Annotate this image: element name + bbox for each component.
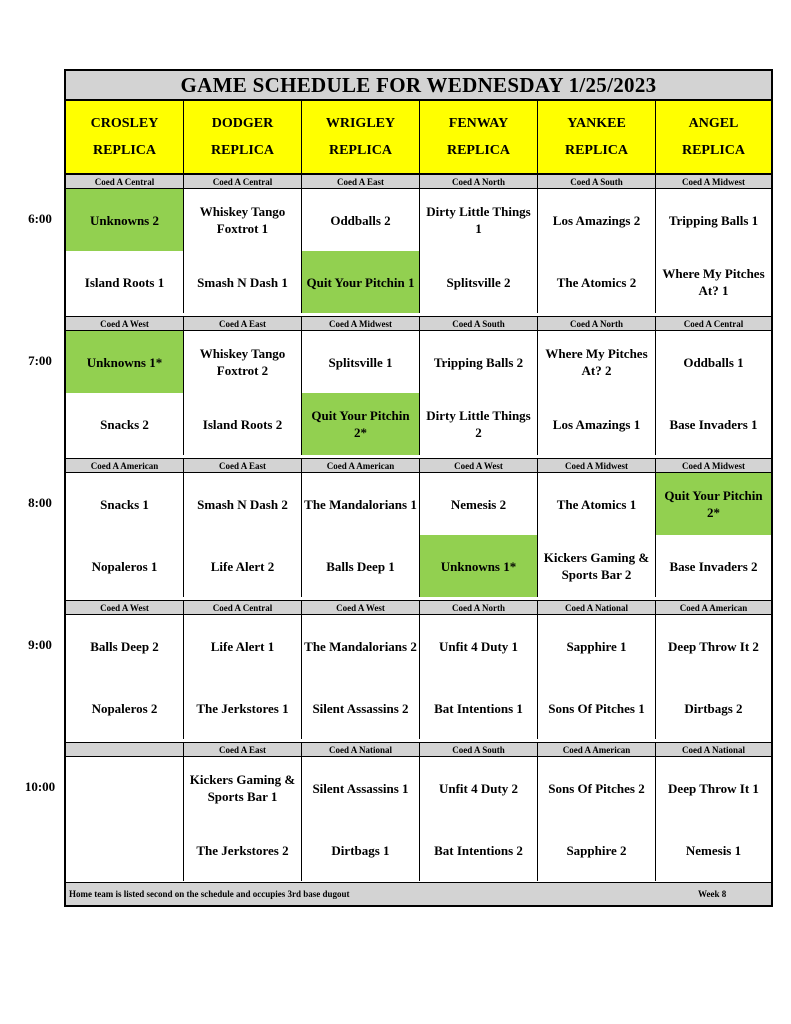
- away-team-cell: Balls Deep 2: [66, 615, 184, 677]
- park-name: YANKEE: [567, 116, 626, 131]
- away-team-cell: Nemesis 2: [420, 473, 538, 535]
- division-label: Coed A West: [66, 316, 184, 331]
- away-team-cell: Unknowns 1*: [66, 331, 184, 393]
- home-team-cell: The Jerkstores 2: [184, 819, 302, 881]
- park-header: [420, 101, 538, 174]
- away-team-cell: Unknowns 2: [66, 189, 184, 251]
- division-label: Coed A Central: [184, 600, 302, 615]
- home-team-cell: Balls Deep 1: [302, 535, 420, 597]
- away-team-cell: Whiskey Tango Foxtrot 1: [184, 189, 302, 251]
- division-label: Coed A American: [656, 600, 771, 615]
- division-label: Coed A West: [420, 458, 538, 473]
- week-label: Week 8: [698, 889, 727, 899]
- home-team-cell: Sapphire 2: [538, 819, 656, 881]
- away-team-cell: The Mandalorians 2: [302, 615, 420, 677]
- division-label: Coed A East: [184, 742, 302, 757]
- away-team-cell: Where My Pitches At? 2: [538, 331, 656, 393]
- division-label: Coed A Central: [66, 174, 184, 189]
- park-suffix: REPLICA: [92, 143, 156, 158]
- time-label: 9:00: [28, 637, 52, 652]
- home-team-cell: [66, 819, 184, 881]
- away-team-cell: Oddballs 2: [302, 189, 420, 251]
- home-team-cell: The Atomics 2: [538, 251, 656, 313]
- away-team-cell: Tripping Balls 1: [668, 212, 759, 228]
- park-name: ANGEL: [688, 116, 739, 131]
- home-team-cell: Silent Assassins 2: [302, 677, 420, 739]
- home-team-cell: Sons Of Pitches 1: [538, 677, 656, 739]
- division-label: Coed A Midwest: [302, 316, 420, 331]
- away-team-cell: Splitsville 1: [302, 331, 420, 393]
- division-label: Coed A West: [302, 600, 420, 615]
- division-label: Coed A South: [420, 316, 538, 331]
- division-label: Coed A Midwest: [538, 458, 656, 473]
- home-team-cell: Quit Your Pitchin 1: [302, 251, 420, 313]
- division-label: Coed A South: [420, 742, 538, 757]
- division-label: Coed A National: [302, 742, 420, 757]
- home-team-cell: Dirty Little Things 2: [420, 393, 538, 455]
- division-label: Coed A East: [184, 458, 302, 473]
- schedule-table: [64, 69, 773, 907]
- division-label: Coed A South: [538, 174, 656, 189]
- away-team-cell: Oddballs 1: [683, 354, 744, 370]
- away-team-cell: Unfit 4 Duty 2: [420, 757, 538, 819]
- away-team-cell: Tripping Balls 2: [420, 331, 538, 393]
- schedule-footer: [66, 882, 771, 905]
- away-team-cell: The Mandalorians 1: [302, 473, 420, 535]
- home-team-cell: Quit Your Pitchin 2*: [302, 393, 420, 455]
- away-team-cell: The Atomics 1: [538, 473, 656, 535]
- division-label: Coed A American: [66, 458, 184, 473]
- away-team-cell: Deep Throw It 1: [668, 780, 759, 796]
- division-label: Coed A American: [302, 458, 420, 473]
- division-label: Coed A Midwest: [656, 458, 771, 473]
- division-label: Coed A North: [420, 600, 538, 615]
- time-label: 7:00: [28, 353, 52, 368]
- park-suffix: REPLICA: [210, 143, 274, 158]
- home-team-cell: Island Roots 1: [66, 251, 184, 313]
- park-header: [302, 101, 420, 174]
- home-team-cell: Dirtbags 2: [684, 700, 743, 716]
- home-team-cell: Smash N Dash 1: [184, 251, 302, 313]
- division-label: Coed A North: [420, 174, 538, 189]
- time-label: 6:00: [28, 211, 52, 226]
- division-label: Coed A East: [184, 316, 302, 331]
- home-team-cell: Where My Pitches At? 1: [662, 266, 765, 298]
- division-label: Coed A National: [656, 742, 771, 757]
- park-suffix: REPLICA: [446, 143, 510, 158]
- division-label: Coed A North: [538, 316, 656, 331]
- division-label: Coed A Midwest: [656, 174, 771, 189]
- division-label: Coed A National: [538, 600, 656, 615]
- away-team-cell: Deep Throw It 2: [668, 638, 759, 654]
- away-team-cell: Life Alert 1: [184, 615, 302, 677]
- home-team-cell: Life Alert 2: [184, 535, 302, 597]
- park-suffix: REPLICA: [328, 143, 392, 158]
- division-label: Coed A Central: [184, 174, 302, 189]
- away-team-cell: Unfit 4 Duty 1: [420, 615, 538, 677]
- home-team-cell: Bat Intentions 2: [420, 819, 538, 881]
- home-team-cell: Dirtbags 1: [302, 819, 420, 881]
- division-label: Coed A Central: [656, 316, 771, 331]
- park-name: WRIGLEY: [325, 116, 396, 131]
- home-team-cell: Bat Intentions 1: [420, 677, 538, 739]
- away-team-cell: Quit Your Pitchin 2*: [656, 473, 771, 535]
- division-label: Coed A East: [302, 174, 420, 189]
- home-team-cell: Base Invaders 1: [669, 416, 758, 432]
- home-team-cell: Nopaleros 2: [66, 677, 184, 739]
- park-name: FENWAY: [448, 116, 509, 131]
- home-team-cell: Nemesis 1: [685, 842, 742, 858]
- away-team-cell: Snacks 1: [66, 473, 184, 535]
- away-team-cell: Kickers Gaming & Sports Bar 1: [184, 757, 302, 819]
- home-team-cell: Nopaleros 1: [66, 535, 184, 597]
- page-title: GAME SCHEDULE FOR WEDNESDAY 1/25/2023: [66, 71, 771, 101]
- away-team-cell: Sapphire 1: [538, 615, 656, 677]
- park-header: [66, 101, 184, 174]
- away-team-cell: Silent Assassins 1: [302, 757, 420, 819]
- park-suffix: REPLICA: [564, 143, 628, 158]
- home-team-cell: Snacks 2: [66, 393, 184, 455]
- away-team-cell: Los Amazings 2: [538, 189, 656, 251]
- away-team-cell: [66, 757, 184, 819]
- away-team-cell: Whiskey Tango Foxtrot 2: [184, 331, 302, 393]
- home-team-cell: Los Amazings 1: [538, 393, 656, 455]
- home-team-cell: Kickers Gaming & Sports Bar 2: [538, 535, 656, 597]
- division-label: [66, 742, 184, 757]
- home-team-cell: The Jerkstores 1: [184, 677, 302, 739]
- park-header: [656, 101, 771, 174]
- time-label: 8:00: [28, 495, 52, 510]
- away-team-cell: Sons Of Pitches 2: [538, 757, 656, 819]
- time-label: 10:00: [24, 779, 56, 794]
- home-team-cell: Island Roots 2: [184, 393, 302, 455]
- away-team-cell: Smash N Dash 2: [184, 473, 302, 535]
- park-header: [538, 101, 656, 174]
- home-team-cell: Splitsville 2: [420, 251, 538, 313]
- home-team-cell: Base Invaders 2: [669, 558, 758, 574]
- park-name: CROSLEY: [90, 116, 159, 131]
- division-label: Coed A American: [538, 742, 656, 757]
- home-team-cell: Unknowns 1*: [420, 535, 538, 597]
- away-team-cell: Dirty Little Things 1: [420, 189, 538, 251]
- park-header: [184, 101, 302, 174]
- home-team-note: Home team is listed second on the schedule and occupies 3rd base dugout: [69, 889, 350, 899]
- park-name: DODGER: [211, 116, 274, 131]
- park-suffix: REPLICA: [681, 143, 745, 158]
- division-label: Coed A West: [66, 600, 184, 615]
